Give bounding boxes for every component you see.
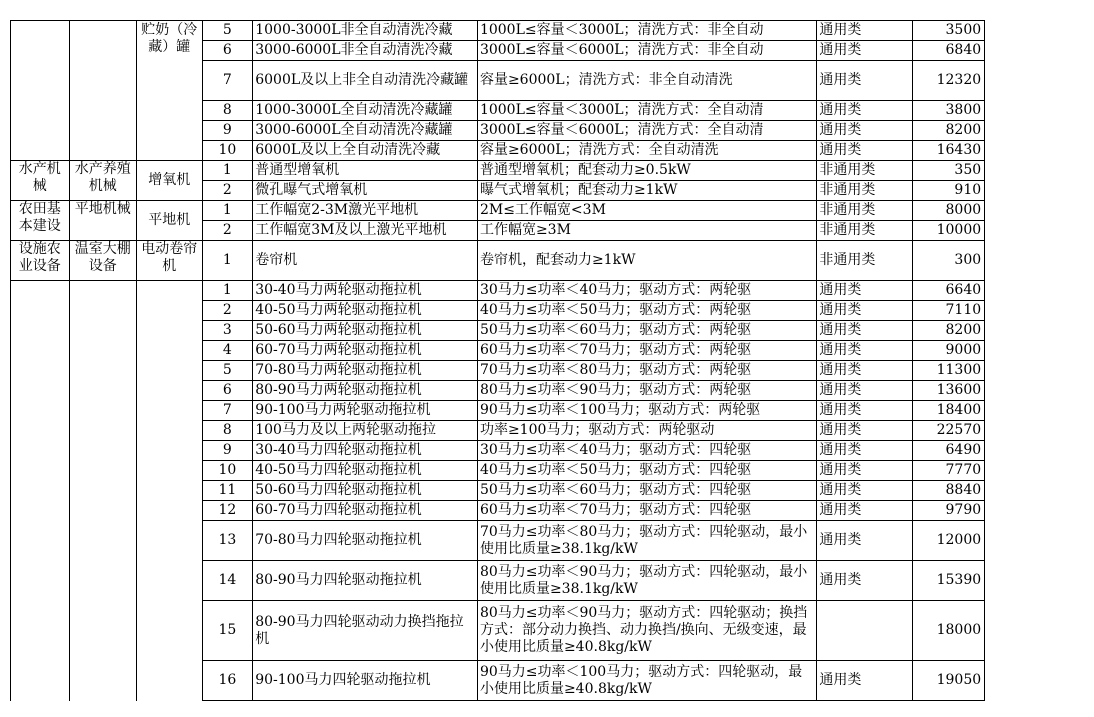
grade-spec: 功率≥100马力；驱动方式：两轮驱动 bbox=[477, 421, 816, 441]
subsidy-amount: 7770 bbox=[913, 461, 985, 481]
item-name-cell: 平地机 bbox=[136, 201, 202, 241]
row-number: 9 bbox=[202, 121, 253, 141]
grade-name: 普通型增氧机 bbox=[253, 161, 478, 181]
grade-type: 通用类 bbox=[817, 61, 913, 101]
subsidy-amount: 9790 bbox=[913, 501, 985, 521]
row-number: 6 bbox=[202, 381, 253, 401]
row-number: 8 bbox=[202, 421, 253, 441]
grade-name: 50-60马力四轮驱动拖拉机 bbox=[253, 481, 478, 501]
grade-name: 100马力及以上两轮驱动拖拉 bbox=[253, 421, 478, 441]
grade-type: 非通用类 bbox=[817, 181, 913, 201]
subsidy-amount: 6490 bbox=[913, 441, 985, 461]
row-number: 5 bbox=[202, 21, 253, 41]
grade-name: 90-100马力四轮驱动拖拉机 bbox=[253, 661, 478, 701]
category-cell: 农田基本建设 bbox=[11, 201, 70, 241]
grade-type: 通用类 bbox=[817, 561, 913, 601]
subsidy-amount: 9000 bbox=[913, 341, 985, 361]
subsidy-amount: 12320 bbox=[913, 61, 985, 101]
grade-type: 通用类 bbox=[817, 301, 913, 321]
subsidy-amount: 10000 bbox=[913, 221, 985, 241]
grade-spec: 40马力≤功率＜50马力；驱动方式：两轮驱 bbox=[477, 301, 816, 321]
row-number: 1 bbox=[202, 201, 253, 221]
subsidy-amount: 7110 bbox=[913, 301, 985, 321]
subsidy-amount: 8200 bbox=[913, 321, 985, 341]
grade-name: 80-90马力两轮驱动拖拉机 bbox=[253, 381, 478, 401]
subsidy-amount: 6640 bbox=[913, 281, 985, 301]
row-number: 7 bbox=[202, 401, 253, 421]
subsidy-amount: 6840 bbox=[913, 41, 985, 61]
subsidy-amount: 16430 bbox=[913, 141, 985, 161]
grade-spec: 3000L≤容量＜6000L；清洗方式：非全自动 bbox=[477, 41, 816, 61]
subsidy-amount: 22570 bbox=[913, 421, 985, 441]
subcategory-cell: 温室大棚设备 bbox=[69, 241, 136, 281]
grade-spec: 40马力≤功率＜50马力；驱动方式：四轮驱 bbox=[477, 461, 816, 481]
row-number: 15 bbox=[202, 601, 253, 661]
grade-name: 工作幅宽3M及以上激光平地机 bbox=[253, 221, 478, 241]
grade-spec: 60马力≤功率＜70马力；驱动方式：两轮驱 bbox=[477, 341, 816, 361]
subsidy-amount: 8000 bbox=[913, 201, 985, 221]
subsidy-amount: 12000 bbox=[913, 521, 985, 561]
grade-spec: 3000L≤容量＜6000L；清洗方式：全自动清 bbox=[477, 121, 816, 141]
grade-type: 通用类 bbox=[817, 401, 913, 421]
grade-type: 通用类 bbox=[817, 441, 913, 461]
grade-name: 60-70马力两轮驱动拖拉机 bbox=[253, 341, 478, 361]
grade-type: 通用类 bbox=[817, 421, 913, 441]
subsidy-amount: 8200 bbox=[913, 121, 985, 141]
grade-name: 6000L及以上全自动清洗冷藏 bbox=[253, 141, 478, 161]
item-name-cell bbox=[136, 281, 202, 701]
grade-type: 通用类 bbox=[817, 521, 913, 561]
grade-type: 通用类 bbox=[817, 501, 913, 521]
grade-type: 通用类 bbox=[817, 41, 913, 61]
row-number: 12 bbox=[202, 501, 253, 521]
category-cell bbox=[11, 21, 70, 161]
grade-name: 30-40马力四轮驱动拖拉机 bbox=[253, 441, 478, 461]
grade-name: 60-70马力四轮驱动拖拉机 bbox=[253, 501, 478, 521]
item-name-cell: 贮奶（冷藏）罐 bbox=[136, 21, 202, 161]
subsidy-amount: 910 bbox=[913, 181, 985, 201]
row-number: 7 bbox=[202, 61, 253, 101]
grade-name: 70-80马力四轮驱动拖拉机 bbox=[253, 521, 478, 561]
subsidy-amount: 18400 bbox=[913, 401, 985, 421]
subcategory-cell bbox=[69, 281, 136, 701]
subsidy-amount: 3800 bbox=[913, 101, 985, 121]
subsidy-amount: 300 bbox=[913, 241, 985, 281]
subsidy-amount: 13600 bbox=[913, 381, 985, 401]
grade-name: 40-50马力两轮驱动拖拉机 bbox=[253, 301, 478, 321]
grade-spec: 70马力≤功率＜80马力；驱动方式：四轮驱动，最小使用比质量≥38.1kg/kW bbox=[477, 521, 816, 561]
grade-type: 非通用类 bbox=[817, 201, 913, 221]
grade-spec: 80马力≤功率＜90马力；驱动方式：两轮驱 bbox=[477, 381, 816, 401]
grade-spec: 曝气式增氧机；配套动力≥1kW bbox=[477, 181, 816, 201]
category-cell: 设施农业设备 bbox=[11, 241, 70, 281]
table-row bbox=[11, 241, 1094, 281]
subcategory-cell bbox=[69, 21, 136, 161]
grade-name: 3000-6000L全自动清洗冷藏罐 bbox=[253, 121, 478, 141]
grade-type: 通用类 bbox=[817, 281, 913, 301]
table-row bbox=[11, 281, 1094, 301]
subcategory-cell: 水产养殖机械 bbox=[69, 161, 136, 201]
grade-spec: 1000L≤容量＜3000L；清洗方式：全自动清 bbox=[477, 101, 816, 121]
subsidy-amount: 18000 bbox=[913, 601, 985, 661]
row-number: 8 bbox=[202, 101, 253, 121]
row-number: 10 bbox=[202, 461, 253, 481]
row-number: 11 bbox=[202, 481, 253, 501]
grade-spec: 2M≤工作幅宽<3M bbox=[477, 201, 816, 221]
grade-type bbox=[817, 601, 913, 661]
table-row bbox=[11, 201, 1094, 221]
table-row bbox=[11, 161, 1094, 181]
grade-type: 通用类 bbox=[817, 481, 913, 501]
subcategory-cell: 平地机械 bbox=[69, 201, 136, 241]
grade-name: 微孔曝气式增氧机 bbox=[253, 181, 478, 201]
grade-name: 90-100马力两轮驱动拖拉机 bbox=[253, 401, 478, 421]
row-number: 14 bbox=[202, 561, 253, 601]
row-number: 1 bbox=[202, 281, 253, 301]
grade-type: 通用类 bbox=[817, 321, 913, 341]
category-cell bbox=[11, 281, 70, 701]
grade-type: 通用类 bbox=[817, 121, 913, 141]
row-number: 1 bbox=[202, 161, 253, 181]
item-name-cell: 电动卷帘机 bbox=[136, 241, 202, 281]
grade-name: 卷帘机 bbox=[253, 241, 478, 281]
row-number: 13 bbox=[202, 521, 253, 561]
grade-type: 非通用类 bbox=[817, 161, 913, 181]
row-number: 3 bbox=[202, 321, 253, 341]
grade-type: 非通用类 bbox=[817, 241, 913, 281]
category-cell: 水产机械 bbox=[11, 161, 70, 201]
grade-spec: 70马力≤功率＜80马力；驱动方式：两轮驱 bbox=[477, 361, 816, 381]
grade-name: 3000-6000L非全自动清洗冷藏 bbox=[253, 41, 478, 61]
grade-spec: 90马力≤功率＜100马力；驱动方式：四轮驱动，最小使用比质量≥40.8kg/kW bbox=[477, 661, 816, 701]
grade-spec: 60马力≤功率＜70马力；驱动方式：四轮驱 bbox=[477, 501, 816, 521]
grade-type: 通用类 bbox=[817, 381, 913, 401]
grade-type: 通用类 bbox=[817, 341, 913, 361]
grade-type: 通用类 bbox=[817, 361, 913, 381]
grade-name: 1000-3000L非全自动清洗冷藏 bbox=[253, 21, 478, 41]
row-number: 10 bbox=[202, 141, 253, 161]
grade-name: 80-90马力四轮驱动拖拉机 bbox=[253, 561, 478, 601]
grade-spec: 50马力≤功率＜60马力；驱动方式：四轮驱 bbox=[477, 481, 816, 501]
grade-type: 非通用类 bbox=[817, 221, 913, 241]
table-row bbox=[11, 21, 1094, 41]
grade-spec: 30马力≤功率＜40马力；驱动方式：四轮驱 bbox=[477, 441, 816, 461]
row-number: 2 bbox=[202, 301, 253, 321]
item-name-cell: 增氧机 bbox=[136, 161, 202, 201]
grade-spec: 1000L≤容量＜3000L；清洗方式：非全自动 bbox=[477, 21, 816, 41]
row-number: 16 bbox=[202, 661, 253, 701]
grade-name: 50-60马力两轮驱动拖拉机 bbox=[253, 321, 478, 341]
subsidy-amount: 3500 bbox=[913, 21, 985, 41]
grade-type: 通用类 bbox=[817, 21, 913, 41]
row-number: 5 bbox=[202, 361, 253, 381]
grade-spec: 80马力≤功率＜90马力；驱动方式：四轮驱动，最小使用比质量≥38.1kg/kW bbox=[477, 561, 816, 601]
subsidy-amount: 8840 bbox=[913, 481, 985, 501]
row-number: 1 bbox=[202, 241, 253, 281]
grade-spec: 工作幅宽≥3M bbox=[477, 221, 816, 241]
grade-spec: 80马力≤功率＜90马力；驱动方式：四轮驱动；换挡方式：部分动力换挡、动力换挡/换向、无级变速，最小使用比质量≥40.8kg/kW bbox=[477, 601, 816, 661]
grade-spec: 容量≥6000L；清洗方式：非全自动清洗 bbox=[477, 61, 816, 101]
grade-type: 通用类 bbox=[817, 461, 913, 481]
grade-name: 30-40马力两轮驱动拖拉机 bbox=[253, 281, 478, 301]
grade-spec: 50马力≤功率＜60马力；驱动方式：两轮驱 bbox=[477, 321, 816, 341]
row-number: 9 bbox=[202, 441, 253, 461]
grade-name: 1000-3000L全自动清洗冷藏罐 bbox=[253, 101, 478, 121]
row-number: 6 bbox=[202, 41, 253, 61]
grade-type: 通用类 bbox=[817, 141, 913, 161]
row-number: 2 bbox=[202, 181, 253, 201]
grade-name: 工作幅宽2-3M激光平地机 bbox=[253, 201, 478, 221]
subsidy-table bbox=[10, 20, 1094, 701]
row-number: 4 bbox=[202, 341, 253, 361]
grade-spec: 容量≥6000L；清洗方式：全自动清洗 bbox=[477, 141, 816, 161]
subsidy-amount: 11300 bbox=[913, 361, 985, 381]
grade-type: 通用类 bbox=[817, 661, 913, 701]
grade-spec: 90马力≤功率＜100马力；驱动方式：两轮驱 bbox=[477, 401, 816, 421]
row-number: 2 bbox=[202, 221, 253, 241]
grade-name: 80-90马力四轮驱动动力换挡拖拉机 bbox=[253, 601, 478, 661]
grade-spec: 30马力≤功率＜40马力；驱动方式：两轮驱 bbox=[477, 281, 816, 301]
grade-name: 6000L及以上非全自动清洗冷藏罐 bbox=[253, 61, 478, 101]
grade-type: 通用类 bbox=[817, 101, 913, 121]
grade-name: 70-80马力两轮驱动拖拉机 bbox=[253, 361, 478, 381]
subsidy-amount: 15390 bbox=[913, 561, 985, 601]
grade-name: 40-50马力四轮驱动拖拉机 bbox=[253, 461, 478, 481]
subsidy-amount: 350 bbox=[913, 161, 985, 181]
grade-spec: 普通型增氧机；配套动力≥0.5kW bbox=[477, 161, 816, 181]
grade-spec: 卷帘机，配套动力≥1kW bbox=[477, 241, 816, 281]
subsidy-amount: 19050 bbox=[913, 661, 985, 701]
